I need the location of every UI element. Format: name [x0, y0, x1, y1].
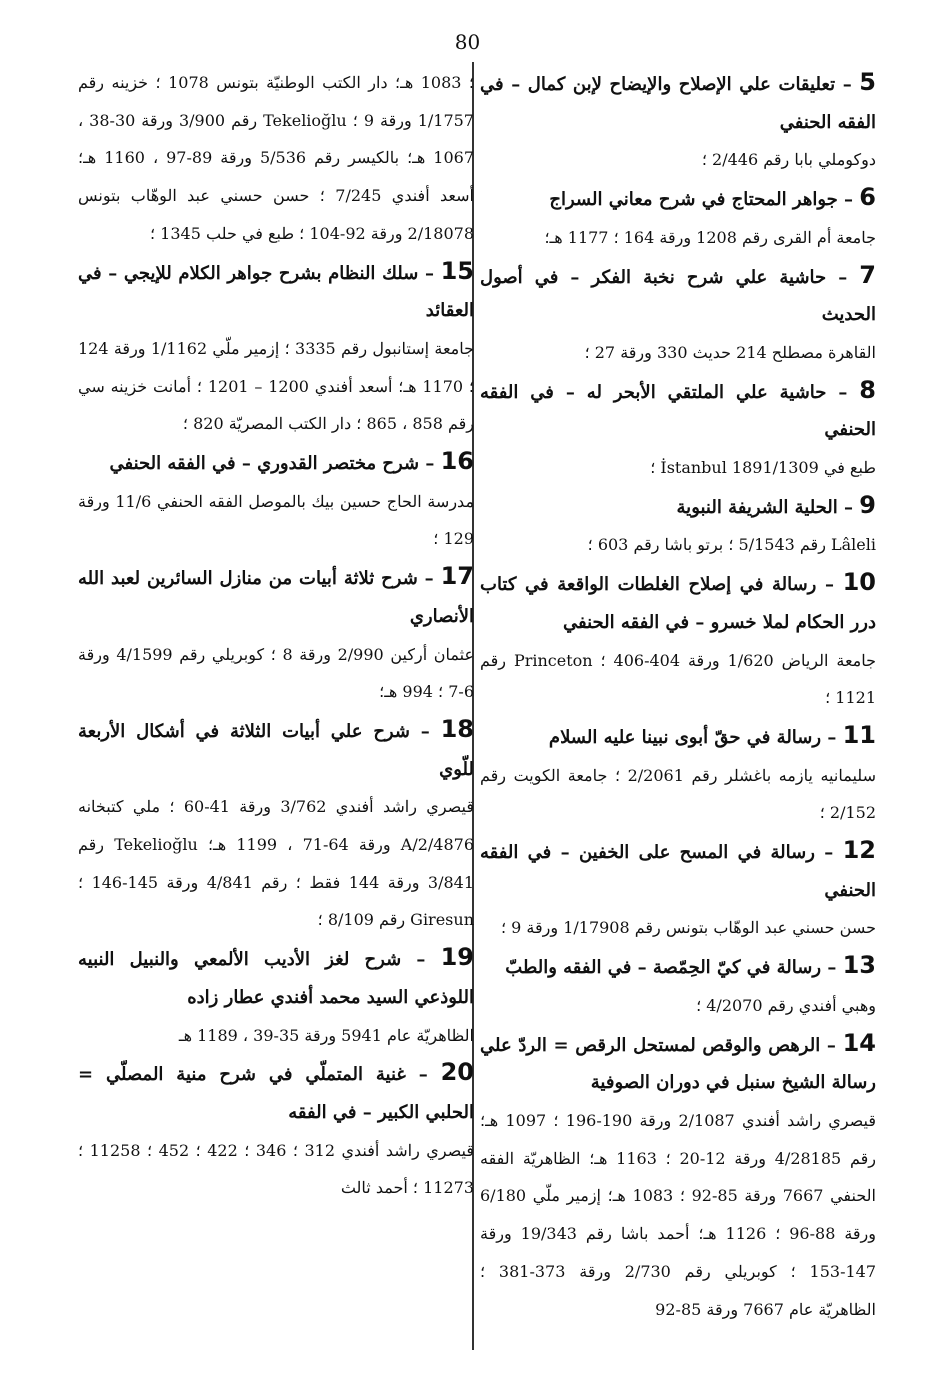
entry-title: – حاشية علي الملتقي الأبحر له – في الفقه الحنفي — [480, 381, 876, 441]
entry-title: – رسالة في المسح على الخفين – في الفقه الحنفي — [480, 842, 876, 901]
entry-title: – شرح لغز الأديب الألمعي والنبيل النبيه اللوذعي السيد محمد أفندي عطار زاده — [78, 949, 474, 1008]
entry-sources: Lâleli رقم 5/1543 ؛ برتو باشا رقم 603 ؛ — [587, 535, 876, 555]
entry-title: – الرهص والوقص لمستحل الرقص = الردّ علي رسالة الشيخ سنبل في دوران الصوفية — [480, 1034, 876, 1094]
entry-16 — [78, 443, 474, 483]
entry-sources-continued: ؛ 1083 هـ؛ دار الكتب الوطنيّة بتونس 1078 ؛ خزينه رقم 1/1757 ورقة 9 ؛ Tekelioğlu رقم 3/900 ورقة 30-38 ، 1067 هـ؛ بالكيسر رقم 5/536 ورقة 89-97 ، 1160 هـ؛ أسعد أفندي 7/245 ؛ حسن حسني عبد الوهّاب بتونس 2/18078 ورقة 92-104 ؛ طبع في حلب 1345 ؛ — [78, 73, 475, 243]
entry-sources: جامعة أم القرى رقم 1208 ورقة 164 ؛ 1177 هـ؛ — [544, 227, 876, 247]
entry-sources: عثمان أركين 2/990 ورقة 8 ؛ كوبريلي رقم 4/1599 ورقة 6-7 ؛ 994 هـ؛ — [78, 644, 475, 702]
entry-18 — [78, 711, 474, 788]
entry-sources: وهبي أفندي رقم 4/2070 ؛ — [696, 995, 876, 1015]
entry-9 — [480, 487, 876, 527]
entry-number: 18 — [440, 714, 474, 743]
entry-sources: جامعة الرياض 1/620 ورقة 404-406 ؛ Princeton رقم 1121 ؛ — [480, 650, 877, 708]
entry-number: 17 — [440, 562, 474, 591]
entry-title: – رسالة في إصلاح الغلطات الواقعة في كتاب درر الحكام لملا خسرو – في الفقه الحنفي — [480, 574, 876, 633]
entry-number: 20 — [440, 1058, 474, 1087]
entry-title: – غنية المتملّي في شرح منية المصلّي = الحلبي الكبير – في الفقه — [78, 1064, 474, 1123]
entry-title: – تعليقات علي الإصلاح والإيضاح لإبن كمال – في الفقه الحنفي — [480, 74, 876, 133]
entry-sources: قيصري راشد أفندي 2/1087 ورقة 190-196 ؛ 1097 هـ؛ رقم 4/28185 ورقة 12-20 ؛ 1163 هـ؛ الظاهريّة الفقه الحنفي 7667 ورقة 85-92 ؛ 1083 هـ؛ إزمير ملّي 6/180 ورقة 88-96 ؛ 1126 هـ؛ أحمد باشا رقم 19/343 ورقة 147-153 ؛ كوبريلي رقم 2/730 ورقة 373-381 ؛ الظاهريّة عام 7667 ورقة 85-92 — [480, 1110, 877, 1319]
entry-number: 5 — [859, 68, 876, 96]
entry-11 — [480, 717, 876, 757]
entry-title: – شرح مختصر القدوري – في الفقه الحنفي — [109, 453, 441, 475]
entry-number: 6 — [859, 183, 876, 212]
entry-13 — [480, 947, 876, 987]
entry-8 — [480, 372, 876, 449]
entry-number: 13 — [842, 951, 876, 980]
entry-sources: قيصري راشد أفندي 312 ؛ 346 ؛ 422 ؛ 452 ؛ 11258 ؛ 11273 ؛ أحمد ثالث — [78, 1140, 475, 1198]
right-column — [480, 64, 876, 1328]
entry-number: 10 — [842, 568, 876, 597]
entry-title: – جواهر المحتاج في شرح معاني السراج — [549, 189, 860, 211]
entry-sources: طبع في İstanbul 1891/1309 ؛ — [650, 458, 876, 478]
entry-19 — [78, 939, 474, 1016]
entry-17 — [78, 558, 474, 635]
entry-5 — [480, 64, 876, 141]
entry-title: – الحلية الشريفة النبوية — [676, 496, 860, 518]
entry-title: – شرح علي أبيات الثلاثة في أشكال الأربعة للّوي — [78, 720, 474, 780]
entry-number: 8 — [859, 375, 876, 404]
entry-number: 7 — [859, 260, 876, 289]
page-number: 80 — [454, 30, 481, 54]
entry-sources: الظاهريّة عام 5941 ورقة 35-39 ، 1189 هـ — [178, 1025, 474, 1045]
entry-7 — [480, 257, 876, 334]
entry-number: 16 — [440, 447, 474, 476]
entry-14 — [480, 1025, 876, 1102]
entry-title: – حاشية علي شرح نخبة الفكر – في أصول الحديث — [480, 266, 876, 326]
entry-title: – سلك النظام بشرح جواهر الكلام للإيجي – في العقائد — [78, 262, 474, 322]
entry-number: 9 — [859, 490, 876, 519]
entry-sources: دوكوملي بابا رقم 2/446 ؛ — [701, 150, 876, 170]
entry-sources: قيصري راشد أفندي 3/762 ورقة 41-60 ؛ ملي كتبخانه 2/4876/A ورقة 64-71 ، 1199 هـ؛ Tekelioğlu رقم 3/841 ورقة 144 فقط ؛ رقم 4/841 ورقة 145-146 ؛ Giresun رقم 8/109 ؛ — [78, 797, 474, 930]
entry-10 — [480, 564, 876, 641]
left-column — [78, 64, 474, 1207]
entry-title: – شرح ثلاثة أبيات من منازل السائرين لعبد الله الأنصاري — [78, 568, 474, 627]
entry-title: – رسالة في حقّ أبوى نبينا عليه السلام — [548, 726, 843, 748]
entry-sources: جامعة إستانبول رقم 3335 ؛ إزمير ملّي 1/1162 ورقة 124 ؛ 1170 هـ؛ أسعد أفندي 1200 – 1201 ؛ أمانت خزينه سي رقم 858 ، 865 ؛ دار الكتب المصريّة 820 ؛ — [78, 338, 475, 434]
entry-sources: مدرسة الحاج حسين بيك بالموصل الفقه الحنفي 11/6 ورقة 129 ؛ — [78, 491, 475, 549]
entry-number: 12 — [842, 836, 876, 865]
entry-number: 19 — [440, 943, 474, 972]
entry-15 — [78, 253, 474, 330]
entry-20 — [78, 1054, 474, 1131]
entry-number: 14 — [842, 1028, 876, 1057]
entry-sources: القاهرة مصطلح 214 حديث 330 ورقة 27 ؛ — [584, 342, 876, 362]
entry-number: 11 — [842, 720, 876, 749]
entry-sources: سليمانيه يازمه باغشلر رقم 2/2061 ؛ جامعة الكويت رقم 2/152 ؛ — [480, 765, 876, 823]
entry-title: – رسالة في كيّ الحِمّصة – في الفقه والطبّ — [505, 957, 843, 979]
entry-12 — [480, 832, 876, 909]
entry-sources: حسن حسني عبد الوهّاب بتونس رقم 1/17908 ورقة 9 ؛ — [500, 918, 876, 938]
entry-number: 15 — [440, 256, 474, 285]
entry-6 — [480, 179, 876, 219]
